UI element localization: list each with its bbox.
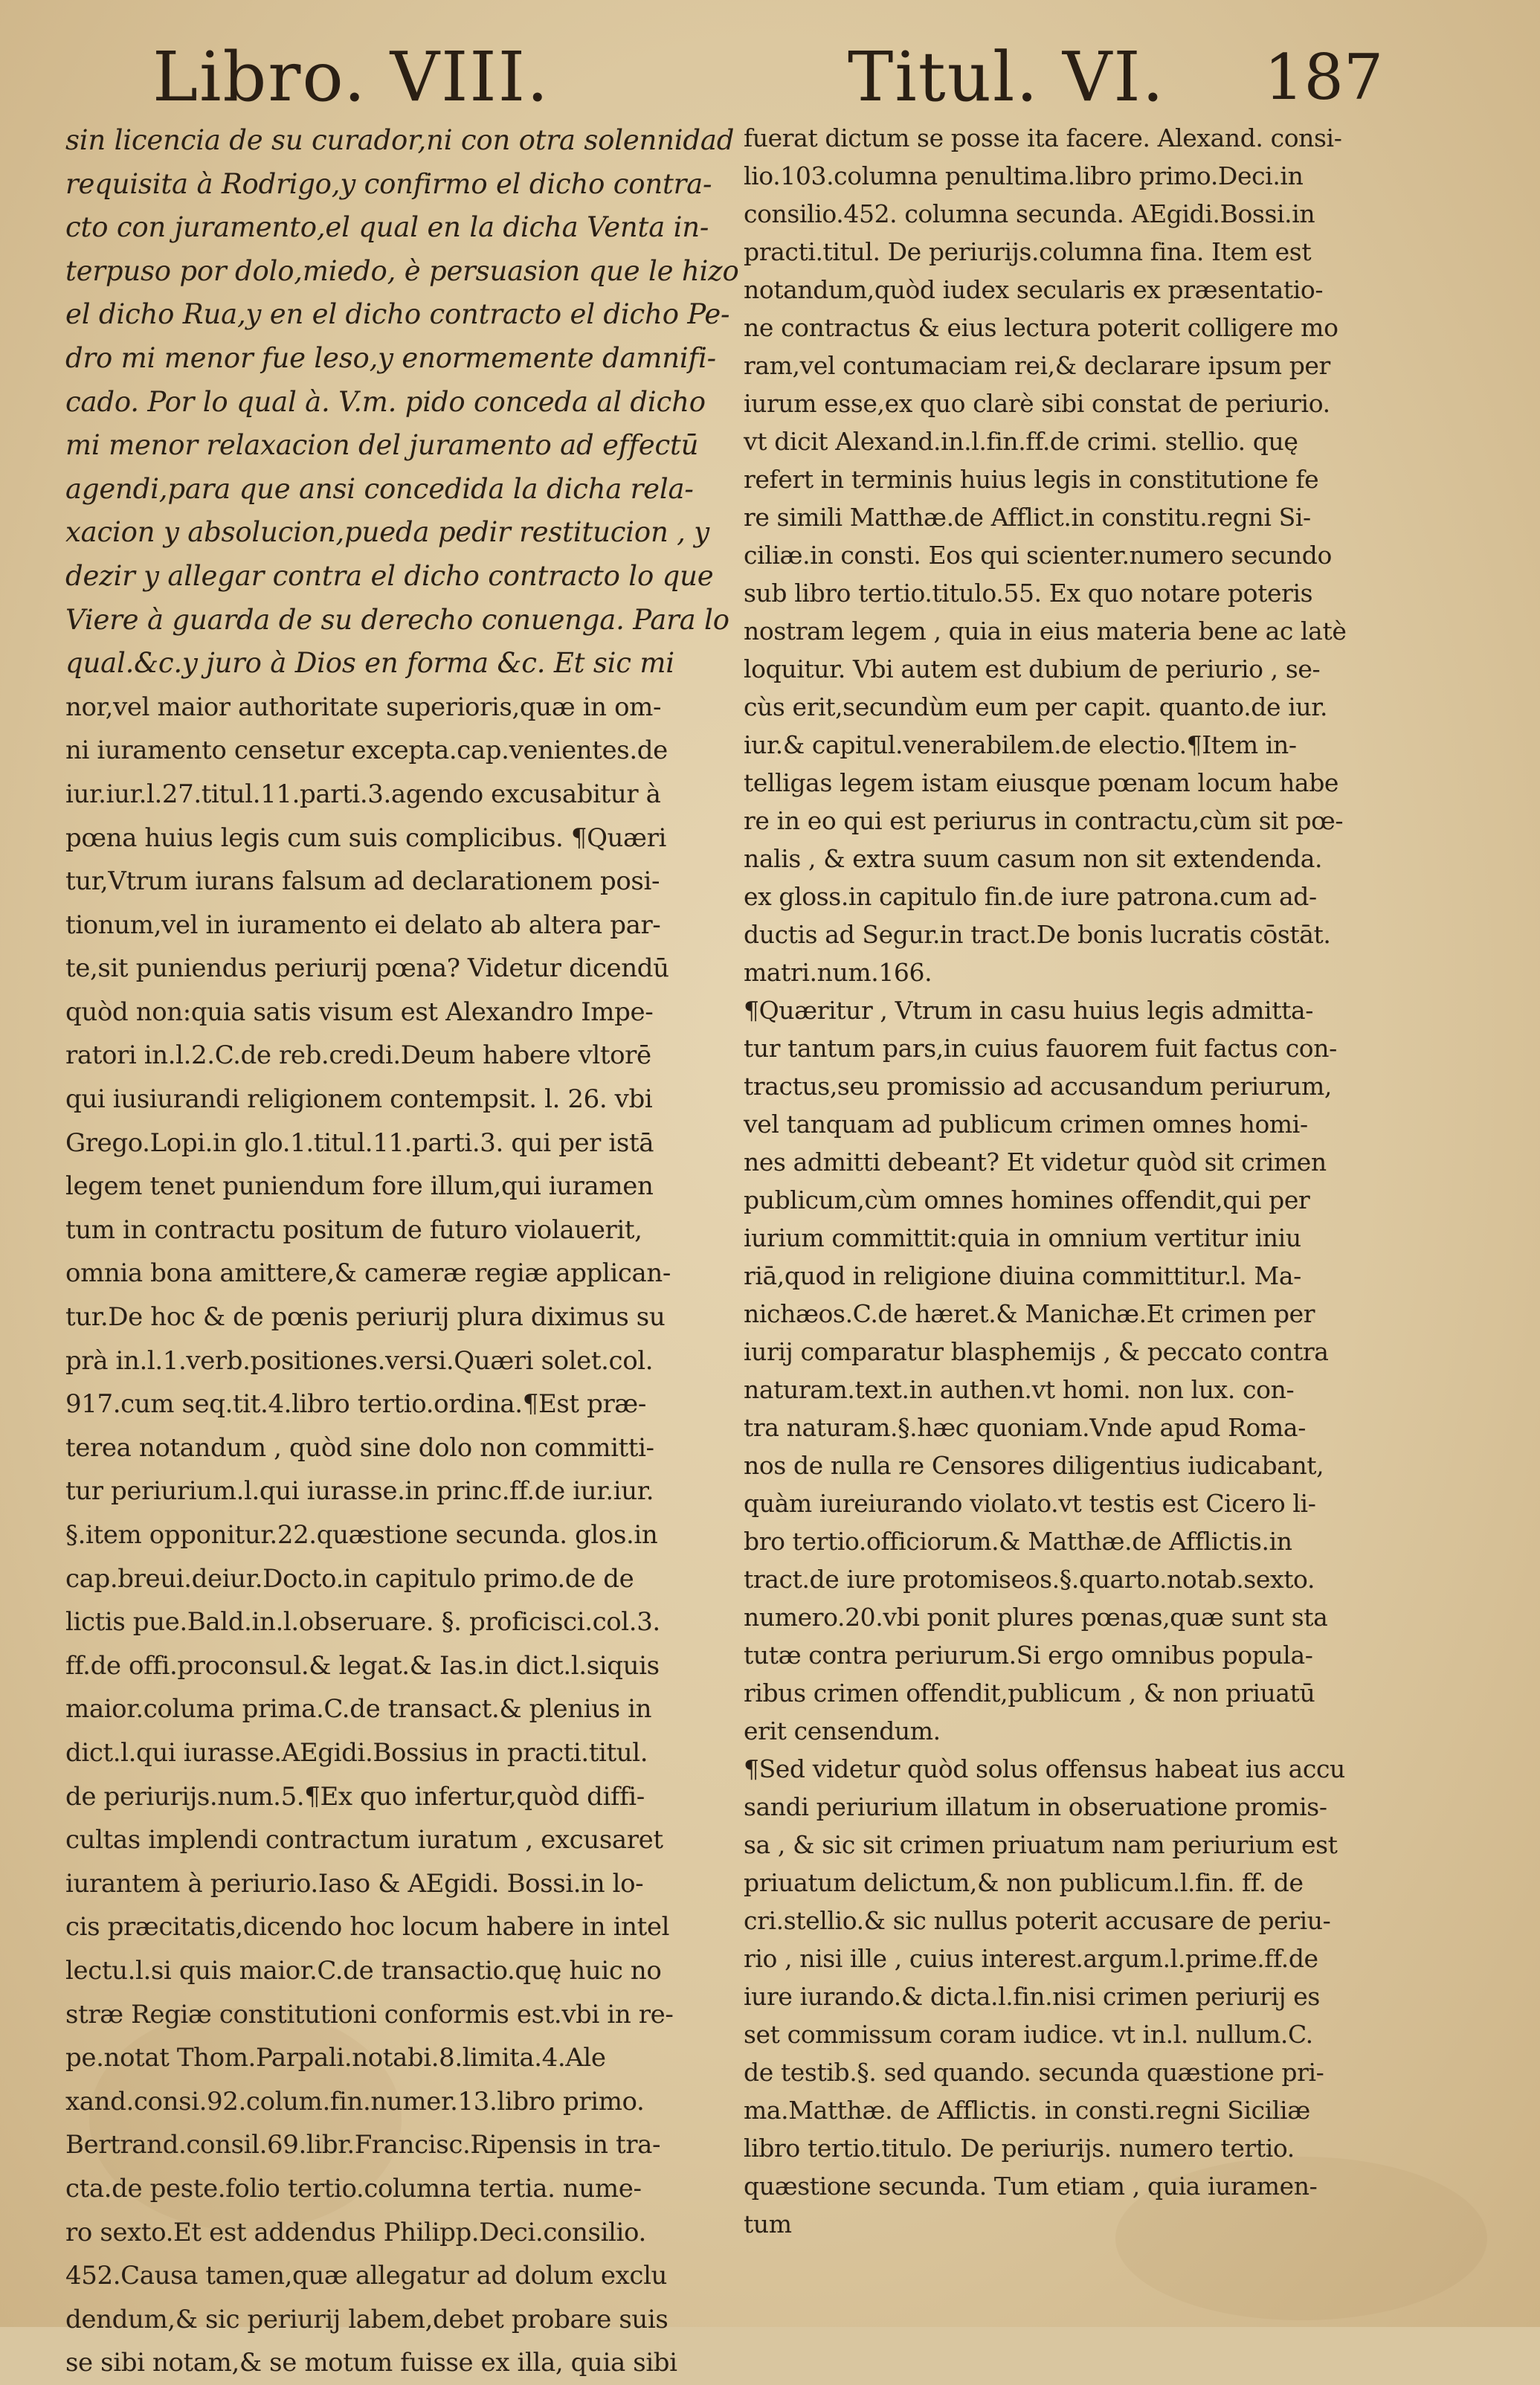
text-line: legem tenet puniendum fore illum,qui iuramen <box>65 1171 654 1202</box>
text-line: sa , & sic sit crimen priuatum nam periurium est <box>744 1830 1338 1859</box>
text-line: agendi,para que ansi concedida la dicha rela- <box>65 472 694 505</box>
text-line: de periurijs.num.5.¶Ex quo infertur,quòd diffi- <box>65 1781 645 1812</box>
text-line: cta.de peste.folio tertio.columna tertia. nume- <box>65 2173 642 2204</box>
text-line: dezir y allegar contra el dicho contracto lo que <box>65 559 714 592</box>
text-line: numero.20.vbi ponit plures pœnas,quæ sunt sta <box>744 1603 1328 1632</box>
text-line: requisita à Rodrigo,y confirmo el dicho contra- <box>65 167 712 200</box>
text-line: tur tantum pars,in cuius fauorem fuit factus con- <box>744 1034 1337 1063</box>
text-line: fuerat dictum se posse ita facere. Alexand. consi- <box>744 123 1342 152</box>
running-head-title: Titul. VI. <box>848 37 1165 117</box>
text-line: qui iusiurandi religionem contempsit. l. 26. vbi <box>65 1084 653 1115</box>
text-line: cri.stellio.& sic nullus poterit accusare de periu- <box>744 1906 1331 1935</box>
text-line: sub libro tertio.titulo.55. Ex quo notare poteris <box>744 579 1313 608</box>
text-line: set commissum coram iudice. vt in.l. nullum.C. <box>744 2020 1313 2049</box>
text-line: ne contractus & eius lectura poterit colligere mo <box>744 313 1338 342</box>
text-line: rio , nisi ille , cuius interest.argum.l.prime.ff.de <box>744 1944 1318 1973</box>
text-line: 452.Causa tamen,quæ allegatur ad dolum exclu <box>65 2261 668 2291</box>
text-line: iurum esse,ex quo clarè sibi constat de periurio. <box>744 389 1330 418</box>
text-line: tutæ contra periurum.Si ergo omnibus popula- <box>744 1641 1313 1670</box>
text-line: erit censendum. <box>744 1716 941 1745</box>
text-line: pe.notat Thom.Parpali.notabi.8.limita.4.Ale <box>65 2043 606 2073</box>
text-line: quòd non:quia satis visum est Alexandro Impe- <box>65 997 654 1027</box>
text-line: dendum,& sic periurij labem,debet probare suis <box>65 2304 668 2334</box>
text-line: practi.titul. De periurijs.columna fina. Item est <box>744 237 1312 266</box>
text-line: iurium committit:quia in omnium vertitur iniu <box>744 1223 1301 1252</box>
text-line: de testib.§. sed quando. secunda quæstione pri- <box>744 2058 1324 2087</box>
text-line: ¶Sed videtur quòd solus offensus habeat ius accu <box>744 1754 1345 1783</box>
text-line: nalis , & extra suum casum non sit extendenda. <box>744 844 1323 873</box>
text-line: iure iurando.& dicta.l.fin.nisi crimen periurij es <box>744 1982 1320 2011</box>
text-line: publicum,cùm omnes homines offendit,qui per <box>744 1185 1310 1214</box>
text-line: quàm iureiurando violato.vt testis est Cicero li- <box>744 1489 1316 1518</box>
text-line: mi menor relaxacion del juramento ad effectū <box>65 429 699 462</box>
text-line: ribus crimen offendit,publicum , & non priuatū <box>744 1678 1315 1708</box>
text-line: ex gloss.in capitulo fin.de iure patrona.cum ad- <box>744 882 1317 911</box>
text-line: ma.Matthæ. de Afflictis. in consti.regni Siciliæ <box>744 2096 1310 2125</box>
text-line: §.item opponitur.22.quæstione secunda. glos.in <box>65 1520 658 1550</box>
text-line: stræ Regiæ constitutioni conformis est.vbi in re- <box>65 1999 674 2030</box>
text-line: xand.consi.92.colum.fin.numer.13.libro primo. <box>65 2086 645 2117</box>
text-line: refert in terminis huius legis in constitutione fe <box>744 465 1319 494</box>
text-line: ni iuramento censetur excepta.cap.venientes.de <box>65 736 668 766</box>
text-line: iur.iur.l.27.titul.11.parti.3.agendo excusabitur à <box>65 779 661 809</box>
text-line: iurantem à periurio.Iaso & AEgidi. Bossi.in lo- <box>65 1868 644 1899</box>
text-line: matri.num.166. <box>744 958 932 987</box>
text-line: qual.&c.y juro à Dios en forma &c. Et sic mi <box>65 647 674 680</box>
text-line: prà in.l.1.verb.positiones.versi.Quæri solet.col. <box>65 1345 654 1376</box>
text-line: nostram legem , quia in eius materia bene ac latè <box>744 617 1347 646</box>
text-line: xacion y absolucion,pueda pedir restitucion , y <box>65 516 709 549</box>
text-line: tur periurium.l.qui iurasse.in princ.ff.de iur.iur. <box>65 1476 654 1507</box>
text-line: pœna huius legis cum suis complicibus. ¶Quæri <box>65 823 666 853</box>
text-line: ciliæ.in consti. Eos qui scienter.numero secundo <box>744 541 1332 570</box>
text-line: nos de nulla re Censores diligentius iudicabant, <box>744 1451 1324 1480</box>
text-line: nor,vel maior authoritate superioris,quæ in om- <box>65 692 662 722</box>
text-line: telligas legem istam eiusque pœnam locum habe <box>744 768 1339 797</box>
text-line: tur,Vtrum iurans falsum ad declarationem posi- <box>65 866 660 897</box>
text-line: cùs erit,secundùm eum per capit. quanto.de iur. <box>744 692 1328 721</box>
text-line: el dicho Rua,y en el dicho contracto el dicho Pe- <box>65 298 730 331</box>
text-line: cto con juramento,el qual en la dicha Venta in- <box>65 211 709 244</box>
text-line: tract.de iure protomiseos.§.quarto.notab.sexto. <box>744 1565 1315 1594</box>
text-line: Grego.Lopi.in glo.1.titul.11.parti.3. qui per istā <box>65 1127 654 1158</box>
text-line: tum <box>744 2209 792 2238</box>
text-line: terpuso por dolo,miedo, è persuasion que le hizo <box>65 254 739 287</box>
text-line: lio.103.columna penultima.libro primo.Deci.in <box>744 161 1304 190</box>
text-line: tur.De hoc & de pœnis periurij plura diximus su <box>65 1302 666 1333</box>
running-head-book: Libro. VIII. <box>152 37 550 117</box>
text-line: vel tanquam ad publicum crimen omnes homi- <box>744 1110 1308 1139</box>
left-text-column <box>65 119 739 2385</box>
text-line: Viere à guarda de su derecho conuenga. Para lo <box>65 603 729 636</box>
text-line: re in eo qui est periurus in contractu,cùm sit pœ- <box>744 806 1344 835</box>
text-line: terea notandum , quòd sine dolo non committi- <box>65 1432 654 1463</box>
text-line: te,sit puniendus periurij pœna? Videtur dicendū <box>65 953 669 984</box>
text-line: nes admitti debeant? Et videtur quòd sit crimen <box>744 1148 1327 1177</box>
text-line: quæstione secunda. Tum etiam , quia iuramen- <box>744 2172 1318 2201</box>
text-line: naturam.text.in authen.vt homi. non lux. con- <box>744 1375 1295 1404</box>
text-line: se sibi notam,& se motum fuisse ex illa, quia sibi <box>65 2348 677 2378</box>
text-line: libro tertio.titulo. De periurijs. numero tertio. <box>744 2134 1295 2163</box>
right-text-column <box>744 119 1383 2243</box>
text-line: iur.& capitul.venerabilem.de electio.¶Item in- <box>744 730 1297 759</box>
text-line: priuatum delictum,& non publicum.l.fin. ff. de <box>744 1868 1304 1897</box>
text-line: loquitur. Vbi autem est dubium de periurio , se- <box>744 654 1321 683</box>
text-line: ratori in.l.2.C.de reb.credi.Deum habere vltorē <box>65 1040 651 1071</box>
text-line: iurij comparatur blasphemijs , & peccato contra <box>744 1337 1329 1366</box>
text-line: bro tertio.officiorum.& Matthæ.de Afflictis.in <box>744 1527 1292 1556</box>
text-line: cado. Por lo qual à. V.m. pido conceda al dicho <box>65 385 706 418</box>
folio-number: 187 <box>1264 41 1384 114</box>
text-line: notandum,quòd iudex secularis ex præsentatio- <box>744 275 1324 304</box>
text-line: sin licencia de su curador,ni con otra solennidad <box>65 124 735 156</box>
text-line: nichæos.C.de hæret.& Manichæ.Et crimen per <box>744 1299 1315 1328</box>
text-line: tionum,vel in iuramento ei delato ab altera par- <box>65 910 661 940</box>
text-line: tractus,seu promissio ad accusandum periurum, <box>744 1072 1332 1101</box>
text-line: lectu.l.si quis maior.C.de transactio.quę huic no <box>65 1955 662 1986</box>
text-line: cis præcitatis,dicendo hoc locum habere in intel <box>65 1912 670 1943</box>
text-line: lictis pue.Bald.in.l.obseruare. §. proficisci.col.3. <box>65 1607 660 1638</box>
text-line: Bertrand.consil.69.libr.Francisc.Ripensis in tra- <box>65 2130 661 2160</box>
text-line: consilio.452. columna secunda. AEgidi.Bossi.in <box>744 199 1315 228</box>
text-line: ff.de offi.proconsul.& legat.& Ias.in dict.l.siquis <box>65 1650 660 1681</box>
text-line: cap.breui.deiur.Docto.in capitulo primo.de de <box>65 1563 634 1594</box>
text-line: ductis ad Segur.in tract.De bonis lucratis cōstāt. <box>744 920 1331 949</box>
text-line: ram,vel contumaciam rei,& declarare ipsum per <box>744 351 1330 380</box>
running-header <box>0 22 1540 117</box>
text-line: 917.cum seq.tit.4.libro tertio.ordina.¶Est præ- <box>65 1389 646 1420</box>
text-line: tum in contractu positum de futuro violauerit, <box>65 1214 642 1245</box>
text-line: re simili Matthæ.de Afflict.in constitu.regni Si- <box>744 503 1311 532</box>
text-line: vt dicit Alexand.in.l.fin.ff.de crimi. stellio. quę <box>744 427 1298 456</box>
text-line: riā,quod in religione diuina committitur.l. Ma- <box>744 1261 1301 1290</box>
text-line: dict.l.qui iurasse.AEgidi.Bossius in practi.titul. <box>65 1737 648 1768</box>
text-line: ro sexto.Et est addendus Philipp.Deci.consilio. <box>65 2217 646 2247</box>
text-line: omnia bona amittere,& cameræ regiæ applican- <box>65 1258 671 1289</box>
text-line: dro mi menor fue leso,y enormemente damnifi- <box>65 341 716 374</box>
text-line: ¶Quæritur , Vtrum in casu huius legis admitta- <box>744 996 1313 1025</box>
text-line: maior.columa prima.C.de transact.& plenius in <box>65 1694 652 1725</box>
text-line: cultas implendi contractum iuratum , excusaret <box>65 1825 663 1855</box>
text-line: sandi periurium illatum in obseruatione promis- <box>744 1792 1327 1821</box>
text-line: tra naturam.§.hæc quoniam.Vnde apud Roma- <box>744 1413 1306 1442</box>
